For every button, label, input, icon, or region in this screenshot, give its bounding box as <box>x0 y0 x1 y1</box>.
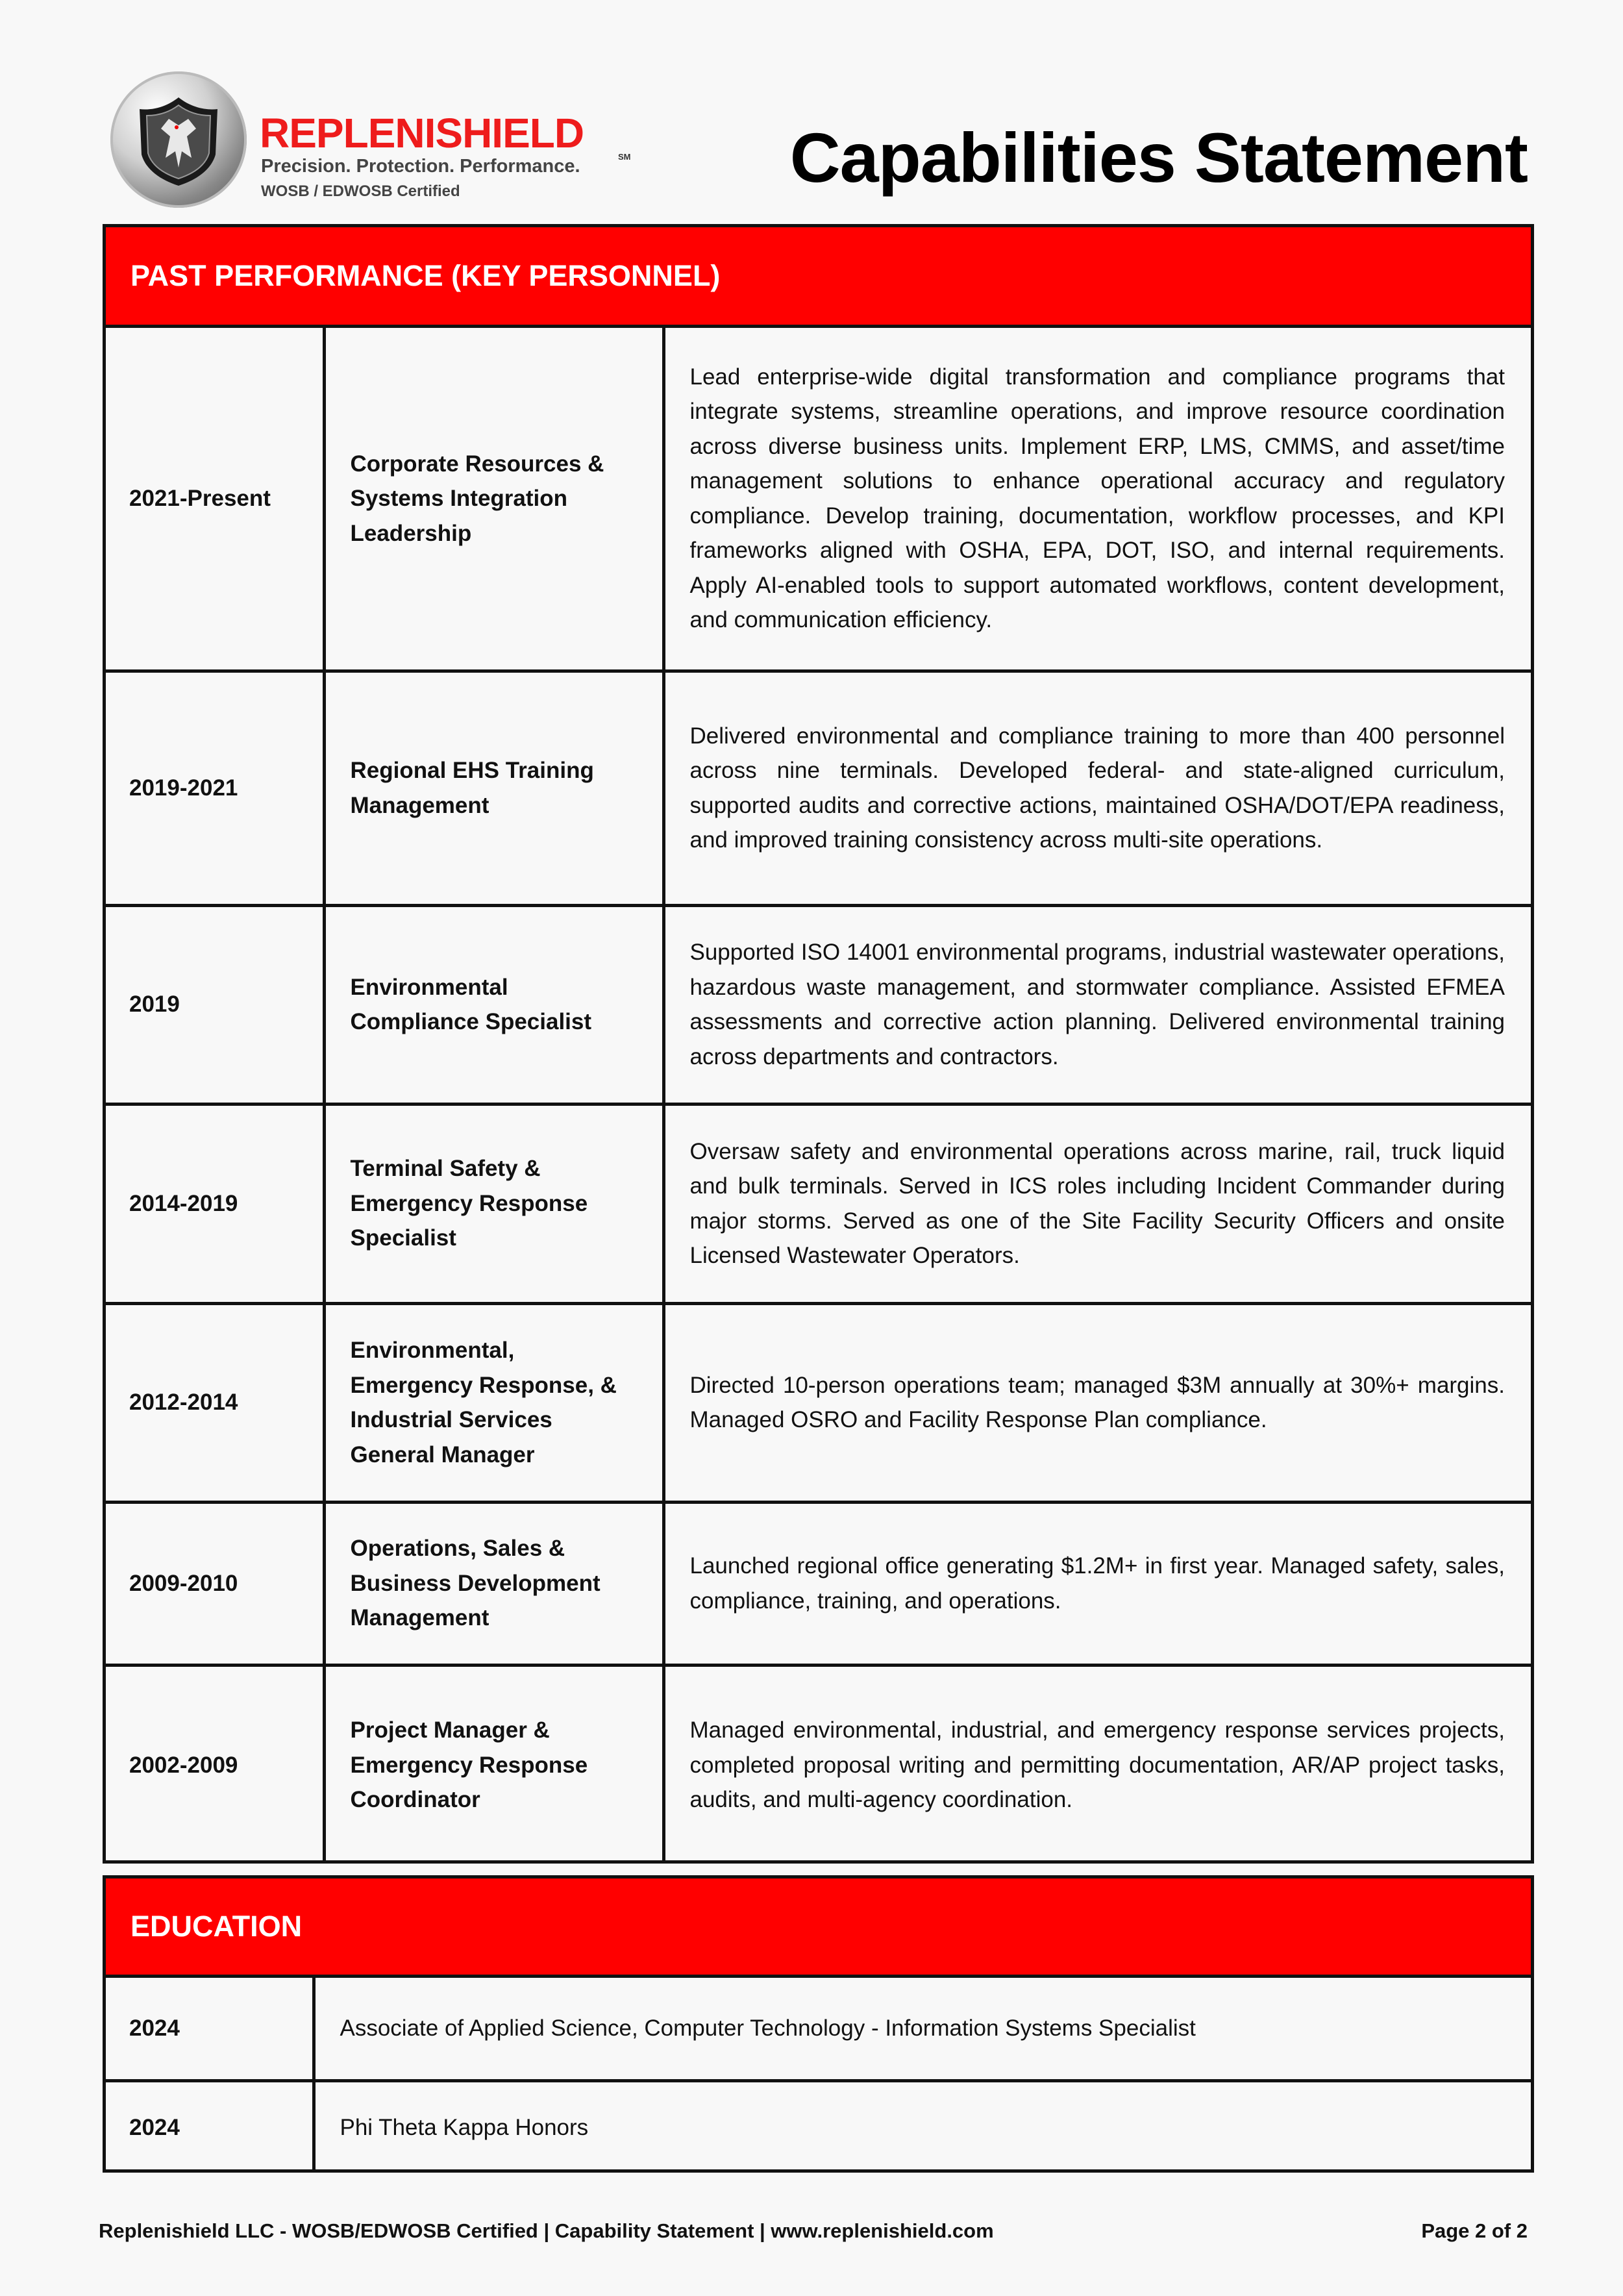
education-section <box>103 1875 1534 2173</box>
years: 2019 <box>106 905 324 1104</box>
role: Corporate Resources & Systems Integration Leadership <box>324 328 663 671</box>
description: Lead enterprise-wide digital transformation and compliance programs that integrate systems, streamline operations, and improve resource coordination across diverse business units. Implement ERP, LMS, CMMS, and asset/time management solutions to enhance operational accuracy and regulatory compliance. Develop training, documentation, workflow processes, and KPI frameworks aligned with OSHA, EPA, DOT, ISO, and internal requirements. Apply AI-enabled tools to support automated workflows, content development, and communication efficiency. <box>663 328 1531 671</box>
years: 2019-2021 <box>106 671 324 905</box>
years: 2021-Present <box>106 328 324 671</box>
role: Environmental Compliance Specialist <box>324 905 663 1104</box>
description: Launched regional office generating $1.2M+ in first year. Managed safety, sales, compliance, training, and operations. <box>663 1502 1531 1665</box>
page-number: Page 2 of 2 <box>1421 2219 1528 2242</box>
role: Terminal Safety & Emergency Response Specialist <box>324 1104 663 1303</box>
education-table <box>106 1978 1531 2173</box>
year: 2024 <box>106 2080 314 2173</box>
tagline: Precision. Protection. Performance. <box>261 156 580 177</box>
role: Project Manager & Emergency Response Coordinator <box>324 1665 663 1864</box>
description: Supported ISO 14001 environmental programs, industrial wastewater operations, hazardous waste management, and stormwater compliance. Assisted EFMEA assessments and corrective action planning. Delivered environmental training across departments and contractors. <box>663 905 1531 1104</box>
table-row <box>106 1665 1531 1864</box>
role: Environmental, Emergency Response, & Industrial Services General Manager <box>324 1303 663 1502</box>
year: 2024 <box>106 1978 314 2080</box>
certification: WOSB / EDWOSB Certified <box>261 182 460 200</box>
table-row <box>106 671 1531 905</box>
table-row <box>106 1303 1531 1502</box>
past-performance-section <box>103 224 1534 1864</box>
table-row <box>106 1104 1531 1303</box>
years: 2014-2019 <box>106 1104 324 1303</box>
footer-text: Replenishield LLC - WOSB/EDWOSB Certified | Capability Statement | www.replenishield.com <box>99 2219 994 2242</box>
shield-emblem-icon <box>110 71 247 208</box>
table-row <box>106 2080 1531 2173</box>
years: 2002-2009 <box>106 1665 324 1864</box>
description: Delivered environmental and compliance training to more than 400 personnel across nine terminals. Developed federal- and state-aligned curriculum, supported audits and corrective actions, maintained OSHA/DOT/EPA readiness, and improved training consistency across multi-site operations. <box>663 671 1531 905</box>
role: Operations, Sales & Business Development Management <box>324 1502 663 1665</box>
table-row <box>106 328 1531 671</box>
brand-name: REPLENISHIELD <box>260 110 584 156</box>
table-row <box>106 1502 1531 1665</box>
table-row <box>106 905 1531 1104</box>
description: Directed 10-person operations team; managed $3M annually at 30%+ margins. Managed OSRO and Facility Response Plan compliance. <box>663 1303 1531 1502</box>
service-mark: SM <box>618 152 631 162</box>
education-item: Associate of Applied Science, Computer Technology - Information Systems Specialist <box>314 1978 1531 2080</box>
page-title: Capabilities Statement <box>789 118 1528 197</box>
table-row <box>106 1978 1531 2080</box>
years: 2012-2014 <box>106 1303 324 1502</box>
past-performance-table <box>106 328 1531 1864</box>
years: 2009-2010 <box>106 1502 324 1665</box>
section-heading: PAST PERFORMANCE (KEY PERSONNEL) <box>106 227 1531 328</box>
section-heading: EDUCATION <box>106 1878 1531 1978</box>
description: Managed environmental, industrial, and emergency response services projects, completed proposal writing and permitting documentation, AR/AP project tasks, audits, and multi-agency coordination. <box>663 1665 1531 1864</box>
description: Oversaw safety and environmental operations across marine, rail, truck liquid and bulk terminals. Served in ICS roles including Incident Commander during major storms. Served as one of the Site Facility Security Officers and onsite Licensed Wastewater Operators. <box>663 1104 1531 1303</box>
education-item: Phi Theta Kappa Honors <box>314 2080 1531 2173</box>
role: Regional EHS Training Management <box>324 671 663 905</box>
